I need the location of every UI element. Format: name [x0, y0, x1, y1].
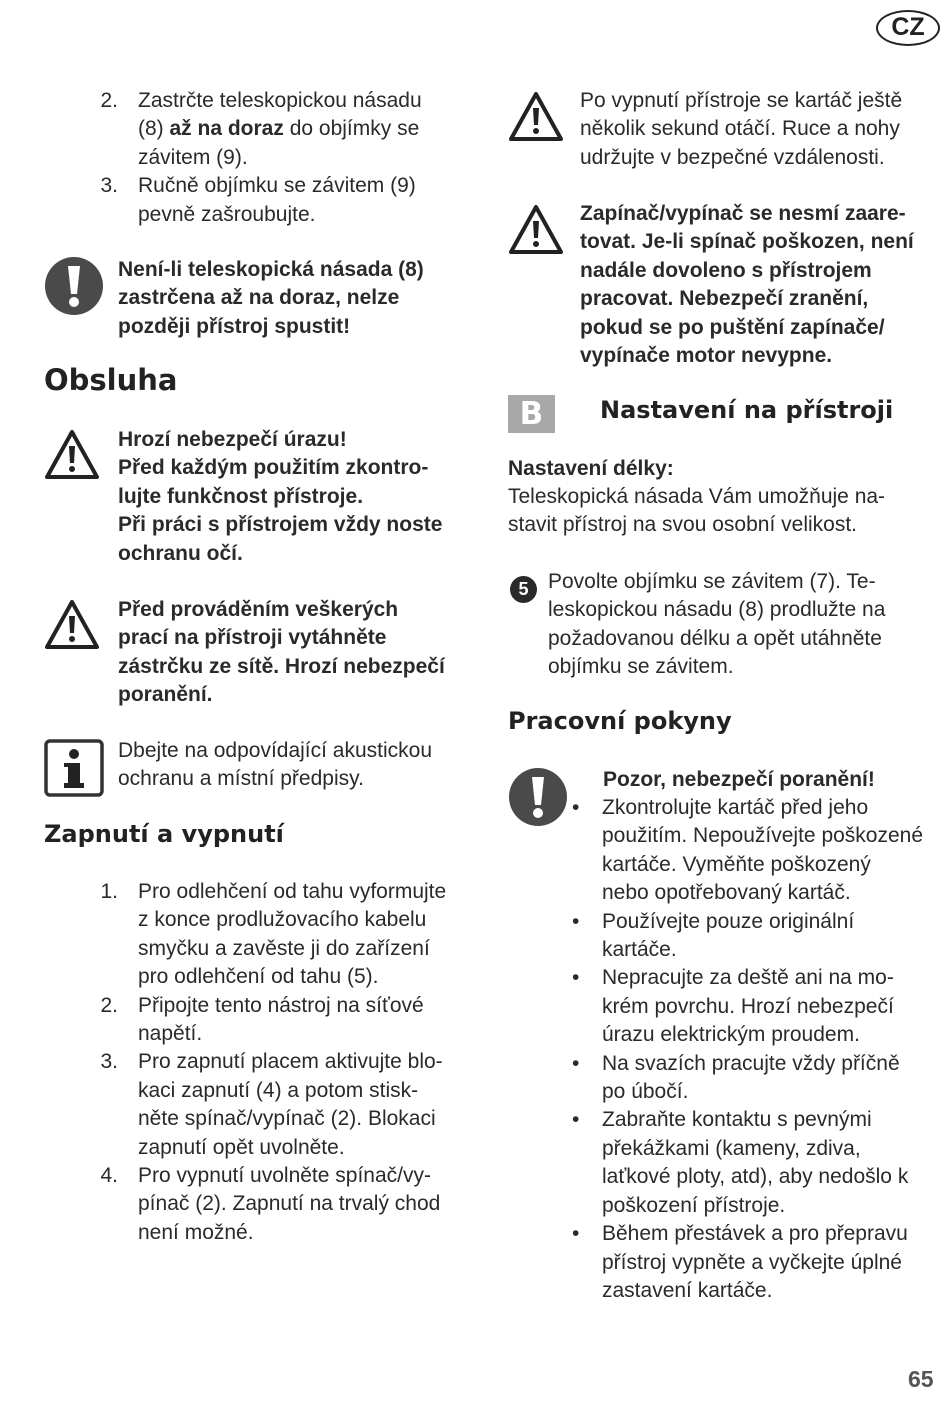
- switch-lock-warning-text: Zapínač/vypínač se nesmí zaare- tovat. Je-li spínač poškozen, není nadále dovoleno s přístrojem pracovat. Nebezpečí zranění, pokud se po puštění zapínače/ vypínače motor nevypne.: [580, 202, 914, 368]
- info-text: Dbejte na odpovídající akustickou ochranu a místní předpisy.: [118, 739, 433, 791]
- bullet-icon: •: [572, 1222, 580, 1246]
- heading-work-instructions: Pracovní pokyny: [508, 707, 732, 735]
- list-item: 2. Připojte tento nástroj na síťové napětí.: [100, 993, 424, 1046]
- list-item: 2. Zastrčte teleskopickou násadu (8) až na doraz do objímky se závitem (9).: [100, 89, 422, 169]
- list-item: 3. Pro zapnutí placem aktivujte blo- kaci zapnutí (4) a potom stisk- něte spínač/vypínač (2). Blokaci zapnutí opět uvolněte.: [100, 1050, 443, 1159]
- bullet-icon: •: [572, 966, 580, 990]
- work-instructions-list: [508, 794, 948, 1305]
- bullet-icon: •: [572, 1108, 580, 1132]
- exclamation-circle-icon: [44, 256, 104, 316]
- warning-triangle-icon: [44, 429, 100, 481]
- step-number-badge: 5: [510, 576, 537, 603]
- list-item: • Během přestávek a pro přepravu přístroj vypněte a vyčkejte úplné zastavení kartáče.: [508, 1220, 948, 1305]
- language-badge: CZ: [876, 10, 940, 46]
- length-setting-label: Nastavení délky:: [508, 457, 674, 480]
- warning-triangle-icon: [44, 599, 100, 651]
- step-text: Povolte objímku se závitem (7). Te- leskopickou násadu (8) prodlužte na požadovanou délku a opět utáhněte objímku se závitem.: [548, 570, 886, 679]
- bullet-icon: •: [572, 909, 580, 933]
- warning-triangle-icon: [508, 204, 564, 256]
- list-item: 3. Ručně objímku se závitem (9) pevně zašroubujte.: [100, 174, 416, 226]
- bullet-icon: •: [572, 796, 580, 819]
- caution-title: Pozor, nebezpečí poranění!: [603, 768, 875, 791]
- switch-steps-list: [92, 878, 492, 1247]
- warning-triangle-icon: [508, 91, 564, 143]
- list-item: • Na svazích pracujte vždy příčně po úbočí.: [508, 1050, 948, 1107]
- heading-device-settings: Nastavení na přístroji: [600, 396, 894, 424]
- list-item: • Zabraňte kontaktu s pevnými překážkami (kameny, zdiva, laťkové ploty, atd), aby nedošlo k poškození přístroje.: [508, 1106, 948, 1220]
- page-number: 65: [908, 1366, 934, 1392]
- heading-switch-on-off: Zapnutí a vypnutí: [44, 820, 284, 848]
- list-item: • Používejte pouze originální kartáče.: [508, 908, 948, 965]
- list-item: 1. Pro odlehčení od tahu vyformujte z konce prodlužovacího kabelu smyčku a zavěste ji do zařízení pro odlehčení od tahu (5).: [100, 880, 447, 989]
- assembly-steps-list: [94, 87, 494, 229]
- list-item: 4. Pro vypnutí uvolněte spínač/vy- pínač (2). Zapnutí na trvalý chod není možné.: [100, 1164, 441, 1244]
- injury-warning-text: Hrozí nebezpečí úrazu! Před každým použitím zkontro- lujte funkčnost přístroje. Při práci s přístrojem vždy noste ochranu očí.: [118, 428, 443, 565]
- bullet-icon: •: [572, 1051, 580, 1075]
- unplug-warning-text: Před prováděním veškerých prací na přístroji vytáhněte zástrčku ze sítě. Hrozí nebezpečí poranění.: [118, 598, 445, 707]
- assembly-warning-text: Není-li teleskopická násada (8) zastrčena až na doraz, nelze později přístroj spustit!: [118, 258, 424, 338]
- list-item: • Nepracujte za deště ani na mo- krém povrchu. Hrozí nebezpečí úrazu elektrickým proudem.: [508, 964, 948, 1049]
- length-setting-text: Teleskopická násada Vám umožňuje na- stavit přístroj na svou osobní velikost.: [508, 485, 886, 537]
- list-item: • Zkontrolujte kartáč před jeho použitím. Nepoužívejte poškozené kartáče. Vyměňte poškozený nebo opotřebovaný kartáč.: [508, 794, 948, 908]
- section-letter-badge: B: [508, 395, 555, 433]
- info-icon: [44, 739, 104, 797]
- heading-obsluha: Obsluha: [44, 363, 178, 397]
- brush-runout-warning-text: Po vypnutí přístroje se kartáč ještě několik sekund otáčí. Ruce a nohy udržujte v bezpečné vzdálenosti.: [580, 89, 903, 169]
